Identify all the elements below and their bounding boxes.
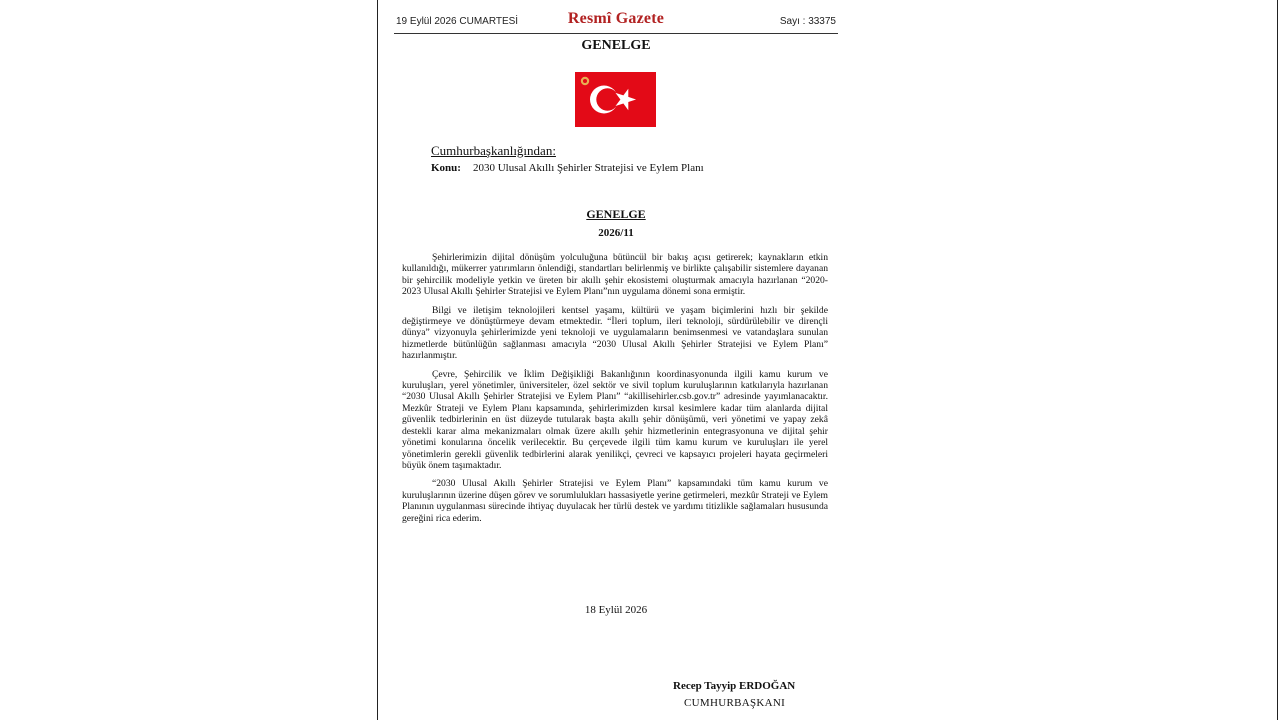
subject-line [431, 162, 704, 174]
header-date: 19 Eylül 2026 CUMARTESİ [396, 16, 519, 27]
issuer-line: Cumhurbaşkanlığından: [431, 143, 556, 158]
header-divider [394, 33, 838, 34]
body-paragraph: Çevre, Şehircilik ve İklim Değişikliği Bakanlığının koordinasyonunda ilgili kamu kurum ve kuruluşları, yerel yönetimler, üniversiteler, özel sektör ve sivil toplum kuruluşlarının katkılarıyla hazırlanan “2030 Ulusal Akıllı Şehirler Stratejisi ve Eylem Planı” “akillisehirler.csb.gov.tr” adresinde yayımlanacaktır. Mezkûr Strateji ve Eylem Planı kapsamında, şehirlerimizden kırsal kesimlere kadar tüm alanlarda dijital güvenlik tedbirlerinin en üst düzeyde tutularak başta akıllı şehir dönüşümü, veri yönetimi ve yapay zekâ destekli karar alma mekanizmaları olmak üzere akıllı şehir hizmetlerinin entegrasyonuna ve dijital şehir yönetimi konularına öncelik verilecektir. Bu çerçevede ilgili tüm kamu kurum ve kuruluşları ile yerel yönetimlerin gerekli güvenlik tedbirlerini alarak yenilikçi, çevreci ve kapsayıcı projeleri hayata geçirmeleri büyük önem taşımaktadır. [402, 368, 828, 471]
subject-label: Konu: [431, 162, 461, 174]
section-title: GENELGE [581, 38, 651, 53]
issue-number: Sayı : 33375 [779, 16, 836, 27]
gazette-title: Resmî Gazete [567, 10, 665, 27]
subject-text: 2030 Ulusal Akıllı Şehirler Stratejisi ve Eylem Planı [472, 162, 704, 174]
signatory-title: CUMHURBAŞKANI [684, 697, 786, 709]
circular-title: GENELGE [586, 207, 646, 221]
turkish-flag-icon [575, 72, 656, 127]
circular-body [402, 252, 828, 531]
document-date: 18 Eylül 2026 [584, 604, 648, 616]
body-paragraph: “2030 Ulusal Akıllı Şehirler Stratejisi ve Eylem Planı” kapsamındaki tüm kamu kurum ve kuruluşlarının üzerine düşen görev ve sorumlulukları hassasiyetle yerine getirmeleri, mezkûr Strateji ve Eylem Planının uygulanması sürecinde ihtiyaç duyulacak her türlü destek ve yardımı titizlikle sağlamaları hususunda gereğini rica ederim. [402, 478, 828, 524]
signatory-name: Recep Tayyip ERDOĞAN [673, 680, 796, 692]
circular-number: 2026/11 [598, 227, 634, 239]
gazette-page [377, 0, 1278, 720]
body-paragraph: Bilgi ve iletişim teknolojileri kentsel yaşamı, kültürü ve yaşam biçimlerini hızlı bir şekilde değiştirmeye ve dönüştürmeye devam etmektedir. “İleri toplum, ileri teknoloji, sürdürülebilir ve dirençli dünya” vizyonuyla şehirlerimizde yeni teknoloji ve uygulamaların benimsenmesi ve vatandaşlara sunulan hizmetlerde bütünlüğün sağlanması amacıyla “2030 Ulusal Akıllı Şehirler Stratejisi ve Eylem Planı” hazırlanmıştır. [402, 304, 828, 362]
body-paragraph: Şehirlerimizin dijital dönüşüm yolculuğuna bütüncül bir bakış açısı getirerek; kaynakların etkin kullanıldığı, mükerrer yatırımların önlendiği, standartları belirlenmiş ve birlikte çalışabilir sistemlere dayanan bir şehircilik modeliyle yetkin ve üreten bir akıllı şehir ekosistemi oluşturmak amacıyla hazırlanan “2020-2023 Ulusal Akıllı Şehirler Stratejisi ve Eylem Planı”nın uygulama dönemi sona ermiştir. [402, 252, 828, 298]
